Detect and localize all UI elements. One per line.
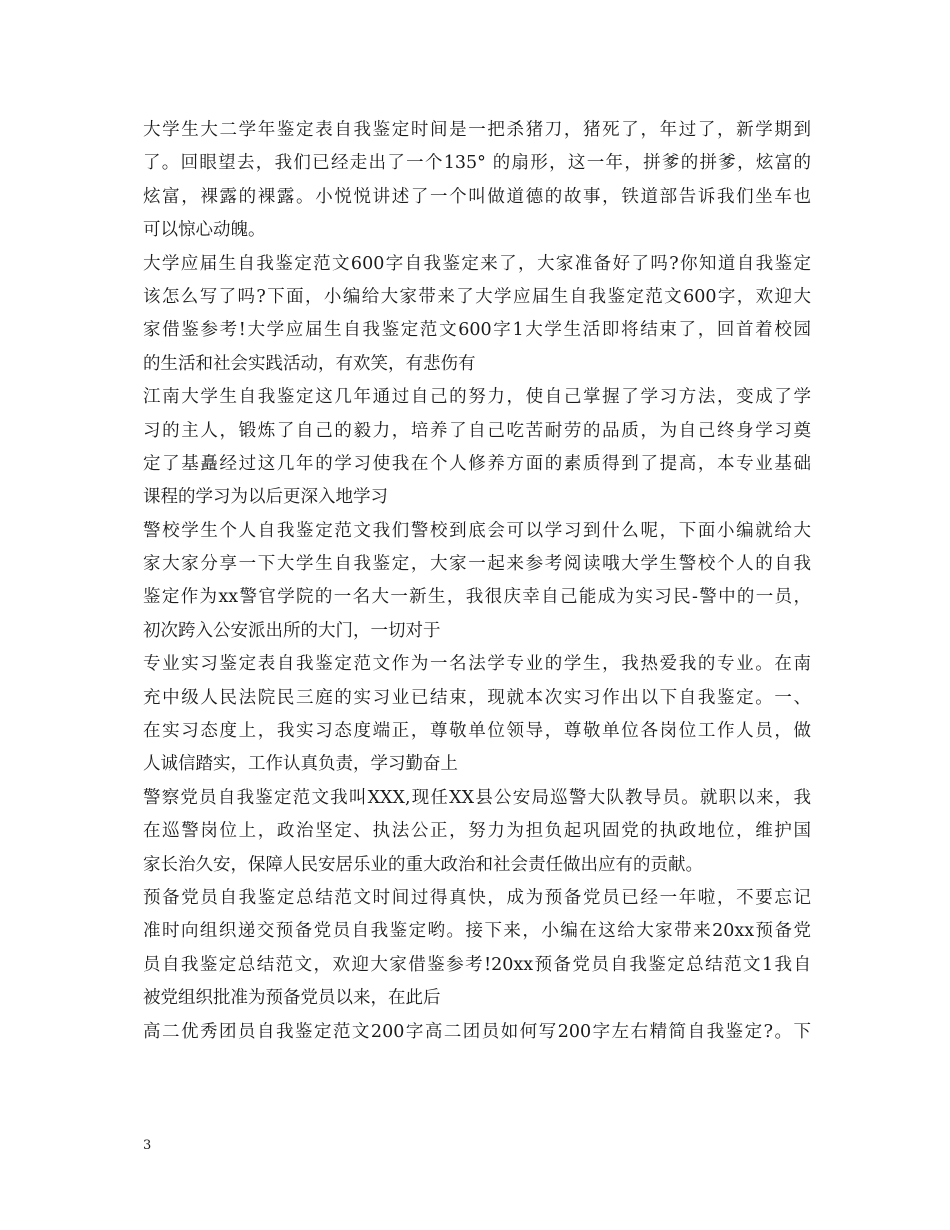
text-line: 大学应届生自我鉴定范文600字自我鉴定来了，大家准备好了吗?你知道自我鉴定 [143,253,811,274]
text-line: 家大家分享一下大学生自我鉴定，大家一起来参考阅读哦大学生警校个人的自我 [143,554,811,575]
text-line: 炫富，裸露的裸露。小悦悦讲述了一个叫做道德的故事，铁道部告诉我们坐车也 [143,186,811,207]
text-line: 家借鉴参考!大学应届生自我鉴定范文600字1大学生活即将结束了，回首着校园 [143,320,811,341]
text-line: 江南大学生自我鉴定这几年通过自己的努力，使自己掌握了学习方法，变成了学 [143,387,811,408]
text-line: 预备党员自我鉴定总结范文时间过得真快，成为预备党员已经一年啦，不要忘记 [143,887,811,908]
text-line: 习的主人，锻炼了自己的毅力，培养了自己吃苦耐劳的品质，为自己终身学习奠 [143,420,811,441]
paragraph [143,515,811,649]
paragraph [143,248,811,382]
text-line: 家长治久安，保障人民安居乐业的重大政治和社会责任做出应有的贡献。 [143,854,703,875]
text-line: 了。回眼望去，我们已经走出了一个135° 的扇形，这一年，拼爹的拼爹，炫富的 [143,153,811,174]
text-line: 员自我鉴定总结范文，欢迎大家借鉴参考!20xx预备党员自我鉴定总结范文1我自 [143,954,811,975]
paragraph [143,882,811,1016]
text-line: 充中级人民法院民三庭的实习业已结束，现就本次实习作出以下自我鉴定。一、 [143,687,811,708]
text-line: 警校学生个人自我鉴定范文我们警校到底会可以学习到什么呢，下面小编就给大 [143,520,811,541]
document-body [143,114,811,1049]
text-line: 鉴定作为xx警官学院的一名大一新生，我很庆幸自己能成为实习民-警中的一员， [143,587,811,608]
text-line: 警察党员自我鉴定范文我叫XXX,现任XX县公安局巡警大队教导员。就职以来，我 [143,787,811,808]
text-line: 的生活和社会实践活动，有欢笑，有悲伤有 [143,353,476,374]
text-line: 在巡警岗位上，政治坚定、执法公正，努力为担负起巩固党的执政地位，维护国 [143,821,811,842]
text-line: 人诚信踏实，工作认真负责，学习勤奋上 [143,754,458,775]
paragraph [143,1016,811,1049]
text-line: 该怎么写了吗?下面，小编给大家带来了大学应届生自我鉴定范文600字，欢迎大 [143,286,811,307]
text-line: 课程的学习为以后更深入地学习 [143,487,388,508]
paragraph [143,648,811,782]
paragraph [143,381,811,515]
text-line: 在实习态度上，我实习态度端正，尊敬单位领导，尊敬单位各岗位工作人员，做 [143,721,811,742]
text-line: 大学生大二学年鉴定表自我鉴定时间是一把杀猪刀，猪死了，年过了，新学期到 [143,120,811,140]
text-line: 初次跨入公安派出所的大门，一切对于 [143,620,441,641]
text-line: 定了基矗经过这几年的学习使我在个人修养方面的素质得到了提高，本专业基础 [143,453,811,474]
paragraph [143,782,811,882]
text-line: 准时向组织递交预备党员自我鉴定哟。接下来，小编在这给大家带来20xx预备党 [143,921,811,942]
text-line: 可以惊心动魄。 [143,220,266,241]
text-line: 高二优秀团员自我鉴定范文200字高二团员如何写200字左右精简自我鉴定?。下 [143,1021,811,1042]
text-line: 被党组织批准为预备党员以来，在此后 [143,988,441,1009]
text-line: 专业实习鉴定表自我鉴定范文作为一名法学专业的学生，我热爱我的专业。在南 [143,654,811,675]
paragraph [143,114,811,248]
page-number: 3 [143,1138,152,1153]
